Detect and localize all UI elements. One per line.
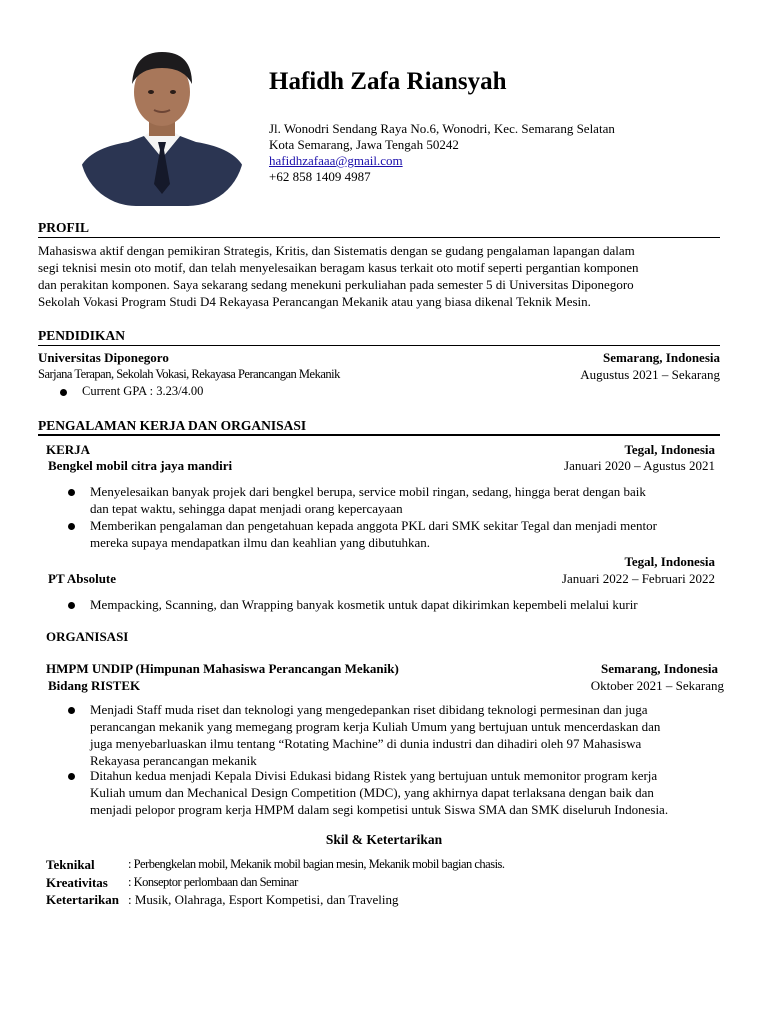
job2-period: Januari 2022 – Februari 2022 <box>561 571 715 586</box>
address-line-1: Jl. Wonodri Sendang Raya No.6, Wonodri, Kec. Semarang Selatan <box>269 121 615 136</box>
section-divider <box>38 434 720 436</box>
skill-value: : Perbengkelan mobil, Mekanik mobil bagian mesin, Mekanik mobil bagian chasis. <box>128 857 505 871</box>
phone-number: +62 858 1409 4987 <box>269 169 371 184</box>
section-title-skil: Skil & Ketertarikan <box>325 832 443 847</box>
bullet-icon <box>60 389 67 396</box>
bullet-line: Kuliah umum dan Mechanical Design Competition (MDC), yang akhirnya dapat terlaksana dengan baik dan <box>90 785 654 800</box>
profile-photo <box>80 46 244 206</box>
job2-location: Tegal, Indonesia <box>624 554 715 569</box>
profil-line: Mahasiswa aktif dengan pemikiran Strategis, Kritis, dan Sistematis dengan se gudang pengalaman lapangan dalam <box>38 243 635 258</box>
bullet-icon <box>68 773 75 780</box>
bullet-line: Rekayasa perancangan mekanik <box>90 753 257 768</box>
profil-line: dan perakitan komponen. Saya sekarang sedang menekuni perkuliahan pada semester 5 di Universitas Diponegoro <box>38 277 634 292</box>
skill-label: Ketertarikan <box>46 892 119 907</box>
profil-text <box>38 242 726 310</box>
section-divider <box>38 345 720 346</box>
skill-value: : Musik, Olahraga, Esport Kompetisi, dan Traveling <box>128 892 399 907</box>
job1-location: Tegal, Indonesia <box>624 442 715 457</box>
education-location: Semarang, Indonesia <box>602 350 720 365</box>
email-link[interactable]: hafidhzafaaa@gmail.com <box>269 153 403 168</box>
skill-value: : Konseptor perlombaan dan Seminar <box>128 875 298 889</box>
job2-bullet-1: Mempacking, Scanning, dan Wrapping banyak kosmetik untuk dapat dikirimkan kepembeli melalui kurir <box>90 597 638 612</box>
org-period: Oktober 2021 – Sekarang <box>590 678 724 693</box>
bullet-line: Menjadi Staff muda riset dan teknologi yang mengedepankan riset dibidang teknologi permesinan dan juga <box>90 702 648 717</box>
job1-company: Bengkel mobil citra jaya mandiri <box>48 458 233 473</box>
kerja-label: KERJA <box>46 442 91 457</box>
bullet-line: Ditahun kedua menjadi Kepala Divisi Edukasi bidang Ristek yang bertujuan untuk memonitor program kerja <box>90 768 658 783</box>
bullet-line: Memberikan pengalaman dan pengetahuan kepada anggota PKL dari SMK sekitar Tegal dan menjadi mentor <box>90 518 657 533</box>
org-name: HMPM UNDIP (Himpunan Mahasiswa Perancangan Mekanik) <box>46 661 399 676</box>
bullet-icon <box>68 489 75 496</box>
section-title-pengalaman: PENGALAMAN KERJA DAN ORGANISASI <box>38 418 307 433</box>
profil-line: segi teknisi mesin oto motif, dan telah menyelesaikan beragam kasus terkait oto motif seperti pergantian komponen <box>38 260 639 275</box>
bullet-line: Menyelesaikan banyak projek dari bengkel berupa, service mobil ringan, sedang, hingga berat dengan baik <box>90 484 646 499</box>
education-period: Augustus 2021 – Sekarang <box>580 367 720 382</box>
education-gpa: Current GPA : 3.23/4.00 <box>82 384 204 398</box>
job2-company: PT Absolute <box>48 571 117 586</box>
address-line-2: Kota Semarang, Jawa Tengah 50242 <box>269 137 459 152</box>
bullet-line: perancangan mekanik yang memegang program kerja Kuliah Umum yang bertujuan untuk mencerdaskan dan <box>90 719 661 734</box>
bullet-icon <box>68 707 75 714</box>
skill-label: Teknikal <box>46 857 95 872</box>
education-institution: Universitas Diponegoro <box>38 350 169 365</box>
section-title-profil: PROFIL <box>38 220 90 235</box>
job1-bullet-1 <box>90 483 716 517</box>
bullet-line: dan tepat waktu, sehingga dapat menjadi orang kepercayaan <box>90 501 403 516</box>
org-location: Semarang, Indonesia <box>600 661 718 676</box>
candidate-name: Hafidh Zafa Riansyah <box>269 68 507 95</box>
organisasi-label: ORGANISASI <box>46 629 129 644</box>
section-title-pendidikan: PENDIDIKAN <box>38 328 126 343</box>
job1-period: Januari 2020 – Agustus 2021 <box>564 458 715 473</box>
org-bullet-2 <box>90 767 716 818</box>
bullet-icon <box>68 602 75 609</box>
section-divider <box>38 237 720 238</box>
bullet-line: mereka supaya mendapatkan ilmu dan keahlian yang dibutuhkan. <box>90 535 431 550</box>
org-division: Bidang RISTEK <box>48 678 141 693</box>
org-bullet-1 <box>90 701 716 769</box>
bullet-line: juga menyebarluaskan ilmu tentang “Rotating Machine” di dunia industri dan dihadiri oleh 97 Mahasiswa <box>90 736 642 751</box>
bullet-icon <box>68 523 75 530</box>
job1-bullet-2 <box>90 517 716 551</box>
education-degree: Sarjana Terapan, Sekolah Vokasi, Rekayasa Perancangan Mekanik <box>38 367 340 381</box>
bullet-line: menjadi pelopor program kerja HMPM dalam segi kompetisi untuk Siswa SMA dan SMK diseluruh Indonesia. <box>90 802 669 817</box>
skill-label: Kreativitas <box>46 875 108 890</box>
profil-line: Sekolah Vokasi Program Studi D4 Rekayasa Perancangan Mekanik atau yang biasa dikenal Teknik Mesin. <box>38 294 591 309</box>
